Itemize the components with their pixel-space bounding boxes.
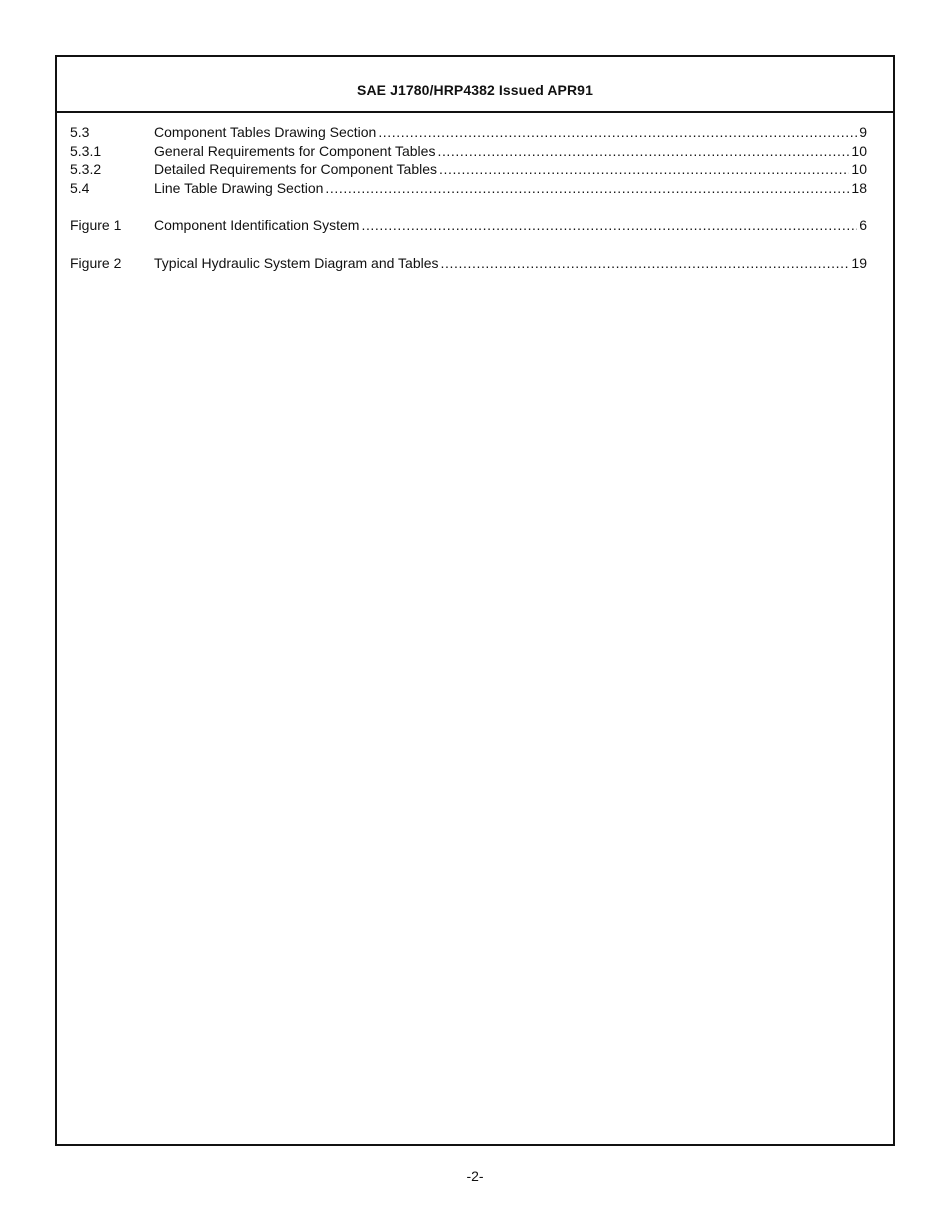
toc-entry-page: 10 (851, 161, 867, 178)
toc-figure-page: 6 (859, 217, 867, 234)
toc-entry-page: 18 (851, 180, 867, 197)
toc-entry-page: 9 (859, 124, 867, 140)
toc-entry-number: 5.3.2 (70, 161, 102, 178)
toc-figure-title: Component Identification System (154, 217, 360, 234)
toc-entry[interactable] (70, 179, 867, 198)
toc-figure-page: 19 (851, 254, 867, 271)
page-frame (55, 55, 895, 1146)
page-number: -2- (466, 1168, 484, 1184)
toc-figure-entry[interactable] (70, 254, 867, 273)
toc-entry[interactable] (70, 142, 867, 161)
toc-figure-number: Figure 1 (70, 217, 122, 234)
toc-entry-title: Component Tables Drawing Section (154, 124, 377, 140)
toc-figure-entry[interactable] (70, 216, 867, 235)
toc-dot-leader (437, 142, 849, 161)
document-title: SAE J1780/HRP4382 Issued APR91 (357, 82, 593, 98)
toc-entry-number: 5.4 (70, 180, 90, 197)
toc-entry-title: Line Table Drawing Section (154, 180, 324, 197)
toc-entry-title: General Requirements for Component Tables (154, 142, 436, 159)
toc-entry[interactable] (70, 123, 867, 142)
toc-dot-leader (325, 179, 849, 198)
toc-dot-leader (378, 123, 857, 142)
toc-entry-title: Detailed Requirements for Component Tables (154, 161, 438, 178)
toc-entry-page: 10 (851, 142, 867, 159)
toc-dot-leader (439, 160, 849, 179)
toc-entry[interactable] (70, 160, 867, 179)
toc-entry-number: 5.3 (70, 124, 90, 140)
toc-dot-leader (441, 254, 850, 273)
toc-figure-number: Figure 2 (70, 254, 122, 271)
document-header (57, 57, 893, 113)
toc-figure-title: Typical Hydraulic System Diagram and Tables (154, 254, 439, 271)
table-of-contents (70, 123, 867, 273)
toc-dot-leader (361, 216, 857, 235)
toc-entry-number: 5.3.1 (70, 142, 102, 159)
